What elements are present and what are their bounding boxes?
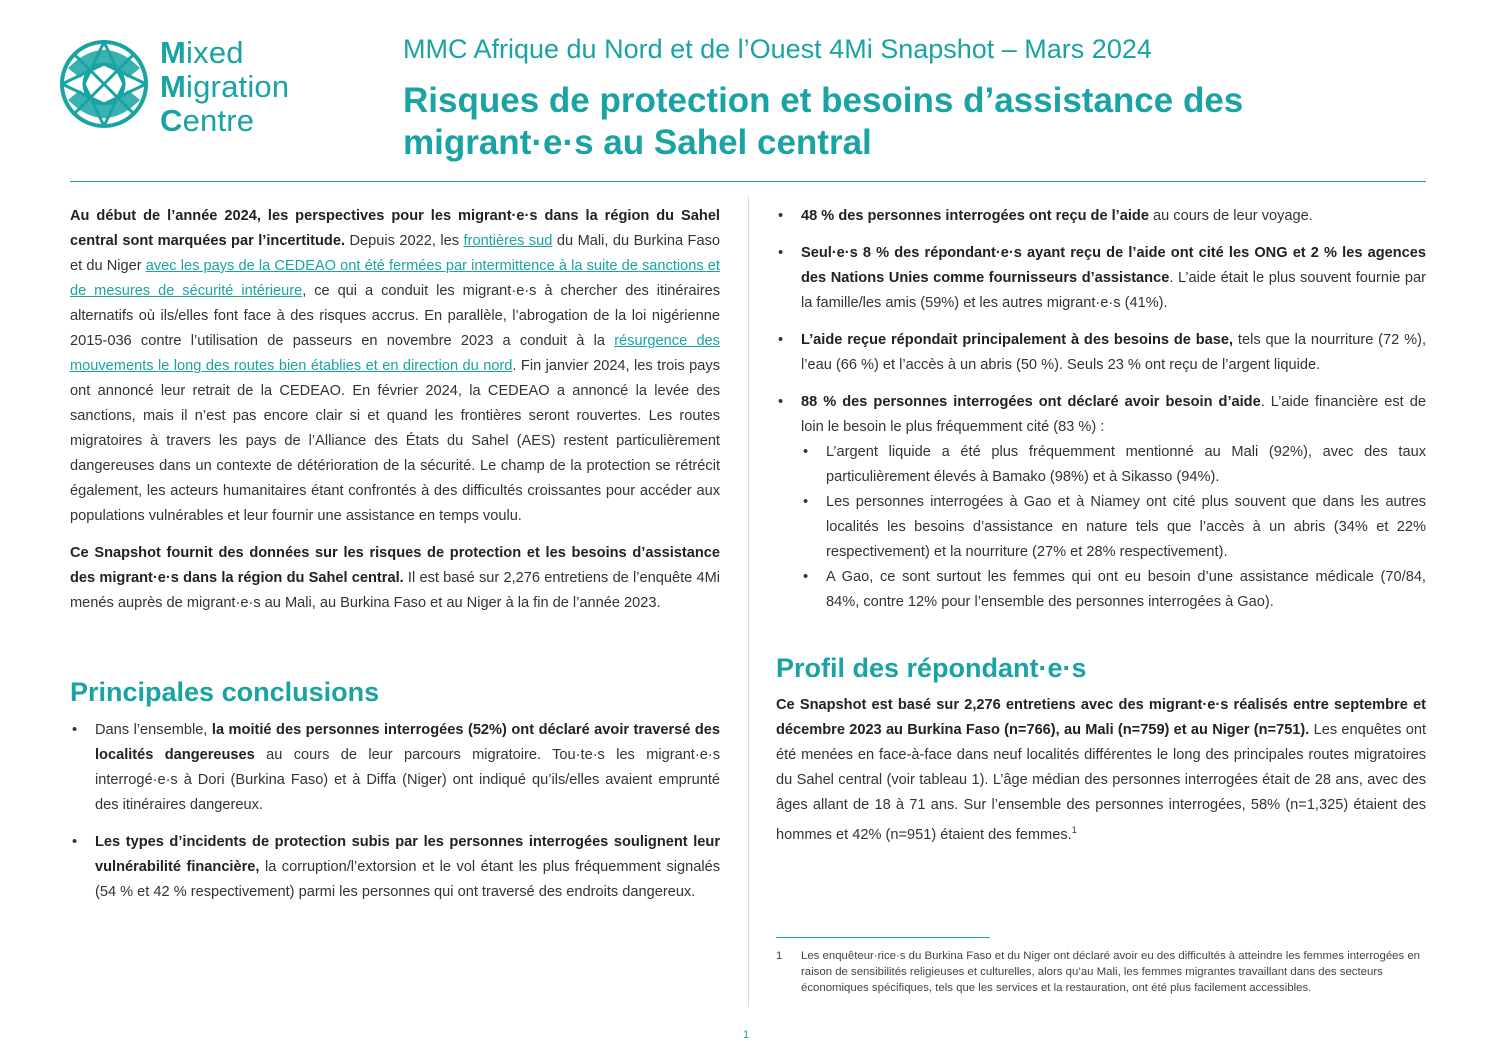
link-resurgence-mouvements[interactable]: résurgence des mouvements le long des routes bien établies et en direction du nord <box>70 333 720 374</box>
header-divider <box>70 181 1426 182</box>
intro-paragraph-2: Ce Snapshot fournit des données sur les risques de protection et les besoins d’assistance des migrant·e·s dans la région du Sahel central. Il est basé sur 2,276 entretiens de l’enquête 4Mi menés auprès de migrant·e·s au Mali, au Burkina Faso et au Niger à la fin de l’année 2023. <box>70 545 721 611</box>
mmc-logo <box>58 36 308 146</box>
footnote-divider <box>776 937 990 938</box>
report-series-title: MMC Afrique du Nord et de l’Ouest 4Mi Snapshot – Mars 2024 <box>403 34 1152 64</box>
sublist-item: • L’argent liquide a été plus fréquemment mentionné au Mali (92%), avec des taux particulièrement élevés à Bamako (98%) et à Sikasso (94%). <box>801 440 1426 490</box>
right-column <box>776 204 1426 615</box>
section-heading-conclusions: Principales conclusions <box>70 677 380 707</box>
profile-paragraph-wrap <box>776 693 1426 860</box>
footnote-text: Les enquêteur·rice·s du Burkina Faso et du Niger ont déclaré avoir eu des difficultés à atteindre les femmes interrogées en raison de sensibilités religieuses et culturelles, alors qu’au Mali, les femmes migrantes travaillant dans des secteurs économiques spécifiques, tels que les services et la restauration, ont été plus facilement accessibles. <box>801 950 1421 994</box>
footnote-number: 1 <box>776 950 783 962</box>
sublist-item: • Les personnes interrogées à Gao et à Niamey ont cité plus souvent que dans les autres localités les besoins d’assistance en nature tels que l’accès à un abris (34% et 22% respectivement) et la nourriture (27% et 28% respectivement). <box>801 490 1426 565</box>
list-item: • 48 % des personnes interrogées ont reçu de l’aide au cours de leur voyage. <box>776 204 1426 229</box>
list-item: • Seul·e·s 8 % des répondant·e·s ayant reçu de l’aide ont cité les ONG et 2 % les agences des Nations Unies comme fournisseurs d’assistance. L’aide était le plus souvent fournie par la famille/les amis (59%) et les autres migrant·e·s (41%). <box>776 241 1426 316</box>
sublist-item: • A Gao, ce sont surtout les femmes qui ont eu besoin d’une assistance médicale (70/84, 84%, contre 12% pour l’ensemble des personnes interrogées à Gao). <box>801 565 1426 615</box>
footnote-reference[interactable]: 1 <box>1071 825 1077 835</box>
needs-sublist <box>801 440 1426 615</box>
page-title: Risques de protection et besoins d’assistance des migrant·e·s au Sahel central <box>403 81 1244 162</box>
conclusions-list-wrap <box>70 718 720 917</box>
profile-paragraph: Ce Snapshot est basé sur 2,276 entretiens avec des migrant·e·s réalisés entre septembre et décembre 2023 au Burkina Faso (n=766), au Mali (n=759) et au Niger (n=751). Les enquêtes ont été menées en face-à-face dans neuf localités différentes le long des principales routes migratoires du Sahel central (voir tableau 1). L’âge médian des personnes interrogées était de 28 ans, avec des âges allant de 18 à 71 ans. Sur l’ensemble des personnes interrogées, 58% (n=1,325) étaient des hommes et 42% (n=951) étaient des femmes.$^1$ <box>776 697 1426 843</box>
list-item: • Les types d’incidents de protection subis par les personnes interrogées soulignent leur vulnérabilité financière, la corruption/l’extorsion et le vol étant les plus fréquemment signalés (54 % et 42 % respectivement) parmi les personnes qui ont traversé des endroits dangereux. <box>70 830 720 905</box>
conclusions-list <box>70 718 720 905</box>
link-cedeao-fermeture[interactable]: avec les pays de la CEDEAO ont été fermées par intermittence à la suite de sanctions et de mesures de sécurité intérieure <box>70 258 720 299</box>
link-frontieres-sud[interactable]: frontières sud <box>463 233 553 249</box>
list-item: • L’aide reçue répondait principalement à des besoins de base, tels que la nourriture (72 %), l’eau (66 %) et l’accès à un abris (50 %). Seuls 23 % ont reçu de l’argent liquide. <box>776 328 1426 378</box>
list-item: • 88 % des personnes interrogées ont déclaré avoir besoin d’aide. L’aide financière est de loin le besoin le plus fréquemment cité (83 %) : • L’argent liquide a été plus fréquemment mentionné au Mali (92%), avec des taux particulièrement élevés à Bamako (98%) et à Sikasso (94%). • Les personnes interrogées à Gao et à Niamey ont cité plus souvent que dans les autres localités les besoins d’assistance en nature tels que l’accès à un abris (34% et 22% respectivement) et la nourriture (27% et 28% respectivement). • A Gao, ce sont surtout les femmes qui ont eu besoin d’une assistance médicale (70/84, 84%, contre 12% pour l’ensemble des personnes interrogées à Gao). <box>776 390 1426 615</box>
intro-paragraph-1: Au début de l’année 2024, les perspectives pour les migrant·e·s dans la région du Sahel central sont marquées par l’incertitude. Depuis 2022, les frontières sud du Mali, du Burkina Faso et du Niger avec les pays de la CEDEAO ont été fermées par intermittence à la suite de sanctions et de mesures de sécurité intérieure, ce qui a conduit les migrant·e·s à chercher des itinéraires alternatifs où ils/elles font face à des risques accrus. En parallèle, l’abrogation de la loi nigérienne 2015-036 contre l’utilisation de passeurs en novembre 2023 a conduit à la résurgence des mouvements le long des routes bien établies et en direction du nord. Fin janvier 2024, les trois pays ont annoncé leur retrait de la CEDEAO. En février 2024, la CEDEAO a annoncé la levée des sanctions, mais il n’est pas encore clair si et quand les frontières seront rouvertes. Les routes migratoires à travers les pays de l’Alliance des États du Sahel (AES) restent particulièrement dangereuses dans un contexte de détérioration de la sécurité. Le champ de la protection se rétrécit également, les acteurs humanitaires étant confrontés à des difficultés croissantes pour accéder aux populations vulnérables et leur fournir une assistance en temps voulu. <box>70 208 720 524</box>
mmc-logo-emblem-icon <box>58 38 150 130</box>
list-item: • Dans l’ensemble, la moitié des personnes interrogées (52%) ont déclaré avoir traversé des localités dangereuses au cours de leur parcours migratoire. Tou·te·s les migrant·e·s interrogé·e·s à Dori (Burkina Faso) et à Diffa (Niger) ont indiqué qu’ils/elles avaient emprunté des itinéraires dangereux. <box>70 718 720 818</box>
section-heading-profile: Profil des répondant·e·s <box>776 653 1087 683</box>
page-number: 1 <box>743 1029 750 1041</box>
mmc-logo-wordmark: Mixed Migration Centre <box>160 35 290 138</box>
findings-list <box>776 204 1426 615</box>
left-column <box>70 204 720 628</box>
column-divider <box>748 197 749 1007</box>
footnote <box>776 948 1426 996</box>
